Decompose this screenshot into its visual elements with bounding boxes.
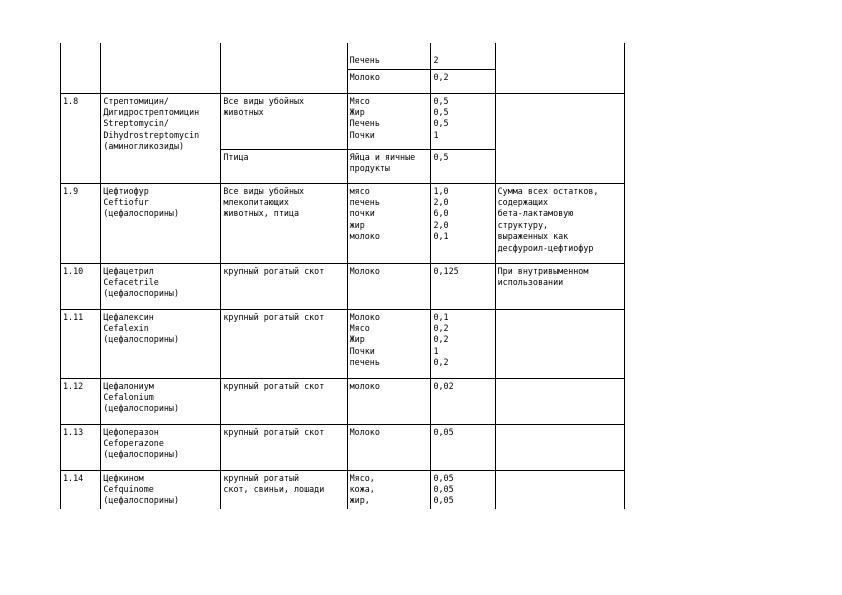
table-row xyxy=(61,378,625,424)
row-number: 1.8 xyxy=(61,93,101,183)
tissue-cell: Печень xyxy=(347,43,431,69)
note-cell: Сумма всех остатков, содержащих бета-лактамовую структуру, выраженных как десфуроил-цефтиофур xyxy=(495,183,624,263)
table-row xyxy=(61,43,625,69)
table-row xyxy=(61,424,625,470)
substance-cell: Цефкином Cefquinome (цефалоспорины) xyxy=(101,470,221,509)
note-cell xyxy=(495,309,624,378)
limit-value-cell: 1,0 2,0 6,0 2,0 0,1 xyxy=(431,183,495,263)
species-cell: Птица xyxy=(221,149,347,183)
note-cell xyxy=(495,378,624,424)
tissue-cell: Молоко Мясо Жир Почки печень xyxy=(347,309,431,378)
row-number: 1.10 xyxy=(61,263,101,309)
tissue-cell: молоко xyxy=(347,378,431,424)
row-number: 1.13 xyxy=(61,424,101,470)
limit-value-cell: 0,125 xyxy=(431,263,495,309)
substance-cell: Цефацетрил Cefacetrile (цефалоспорины) xyxy=(101,263,221,309)
note-cell xyxy=(495,470,624,509)
residue-limits-table xyxy=(60,43,625,509)
species-cell: крупный рогатый скот xyxy=(221,378,347,424)
species-cell: крупный рогатый скот xyxy=(221,263,347,309)
tissue-cell: Молоко xyxy=(347,424,431,470)
substance-cell: Цефоперазон Cefoperazone (цефалоспорины) xyxy=(101,424,221,470)
species-cell: крупный рогатый скот xyxy=(221,424,347,470)
substance-cell: Цефтиофур Ceftiofur (цефалоспорины) xyxy=(101,183,221,263)
tissue-cell: Мясо Жир Печень Почки xyxy=(347,93,431,149)
substance-cell: Цефалексин Cefalexin (цефалоспорины) xyxy=(101,309,221,378)
limit-value-cell: 0,5 xyxy=(431,149,495,183)
limit-value-cell: 0,2 xyxy=(431,69,495,93)
row-number: 1.11 xyxy=(61,309,101,378)
tissue-cell: мясо печень почки жир молоко xyxy=(347,183,431,263)
substance-cell: Стрептомицин/ Дигидрострептомицин Streptomycin/ Dihydrostreptomycin (аминогликозиды) xyxy=(101,93,221,183)
note-cell: При внутривыменном использовании xyxy=(495,263,624,309)
species-cell: крупный рогатый скот xyxy=(221,309,347,378)
limit-value-cell: 0,05 xyxy=(431,424,495,470)
note-cell xyxy=(495,93,624,183)
note-cell xyxy=(495,43,624,93)
table-row xyxy=(61,263,625,309)
tissue-cell: Молоко xyxy=(347,69,431,93)
tissue-cell: Мясо, кожа, жир, xyxy=(347,470,431,509)
tissue-cell: Молоко xyxy=(347,263,431,309)
table-row xyxy=(61,309,625,378)
note-cell xyxy=(495,424,624,470)
species-cell: крупный рогатый скот, свиньи, лошади xyxy=(221,470,347,509)
substance-cell: Цефалониум Cefalonium (цефалоспорины) xyxy=(101,378,221,424)
table-row xyxy=(61,470,625,509)
limit-value-cell: 2 xyxy=(431,43,495,69)
table-row xyxy=(61,183,625,263)
limit-value-cell: 0,1 0,2 0,2 1 0,2 xyxy=(431,309,495,378)
species-cell: Все виды убойных млекопитающих животных, птица xyxy=(221,183,347,263)
table-row xyxy=(61,93,625,149)
row-number: 1.9 xyxy=(61,183,101,263)
limit-value-cell: 0,02 xyxy=(431,378,495,424)
row-number: 1.12 xyxy=(61,378,101,424)
tissue-cell: Яйца и яичные продукты xyxy=(347,149,431,183)
species-cell xyxy=(221,43,347,93)
row-number xyxy=(61,43,101,93)
limit-value-cell: 0,05 0,05 0,05 xyxy=(431,470,495,509)
row-number: 1.14 xyxy=(61,470,101,509)
species-cell: Все виды убойных животных xyxy=(221,93,347,149)
limit-value-cell: 0,5 0,5 0,5 1 xyxy=(431,93,495,149)
substance-cell xyxy=(101,43,221,93)
